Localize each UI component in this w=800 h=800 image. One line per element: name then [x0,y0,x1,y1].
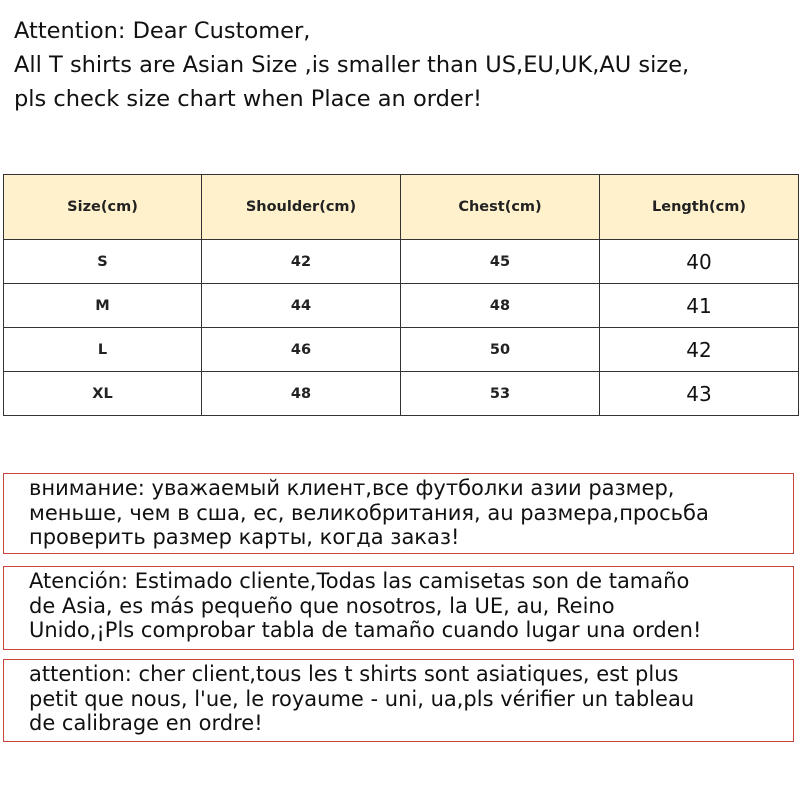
header-size: Size(cm) [4,175,202,240]
notice-russian-line-1: внимание: уважаемый клиент,все футболки азии размер, [29,476,675,500]
notice-french-line-3: de calibrage en ordre! [29,711,263,735]
intro-line-2: All T shirts are Asian Size ,is smaller than US,EU,UK,AU size, [14,52,690,78]
notice-russian-line-3: проверить размер карты, когда заказ! [29,525,460,549]
notice-russian [3,473,794,554]
header-shoulder: Shoulder(cm) [202,175,401,240]
cell-chest: 53 [401,372,600,416]
notice-spanish-line-3: Unido,¡Pls comprobar tabla de tamaño cuando lugar una orden! [29,618,702,642]
cell-length: 42 [600,328,799,372]
notice-spanish-line-1: Atención: Estimado cliente,Todas las camisetas son de tamaño [29,569,690,593]
intro-notice [14,14,689,116]
cell-length: 43 [600,372,799,416]
cell-size: M [4,284,202,328]
notice-french [3,659,794,742]
cell-shoulder: 42 [202,240,401,284]
cell-length: 41 [600,284,799,328]
notice-french-line-1: attention: cher client,tous les t shirts sont asiatiques, est plus [29,662,679,686]
cell-chest: 50 [401,328,600,372]
cell-shoulder: 48 [202,372,401,416]
table-row [4,372,799,416]
notice-russian-line-2: меньше, чем в сша, ес, великобритания, au размера,просьба [29,500,709,525]
cell-chest: 45 [401,240,600,284]
cell-size: S [4,240,202,284]
header-length: Length(cm) [600,175,799,240]
cell-shoulder: 44 [202,284,401,328]
size-chart-table [3,174,799,416]
table-row [4,284,799,328]
notice-spanish [3,566,794,650]
notice-spanish-line-2: de Asia, es más pequeño que nosotros, la UE, au, Reino [29,593,615,618]
notice-french-line-2: petit que nous, l'ue, le royaume - uni, ua,pls vérifier un tableau [29,686,695,711]
cell-chest: 48 [401,284,600,328]
header-chest: Chest(cm) [401,175,600,240]
intro-line-3: pls check size chart when Place an order! [14,86,482,112]
table-header-row [4,175,799,240]
table-row [4,240,799,284]
table-row [4,328,799,372]
cell-length: 40 [600,240,799,284]
cell-size: L [4,328,202,372]
intro-line-1: Attention: Dear Customer, [14,18,311,44]
cell-size: XL [4,372,202,416]
cell-shoulder: 46 [202,328,401,372]
